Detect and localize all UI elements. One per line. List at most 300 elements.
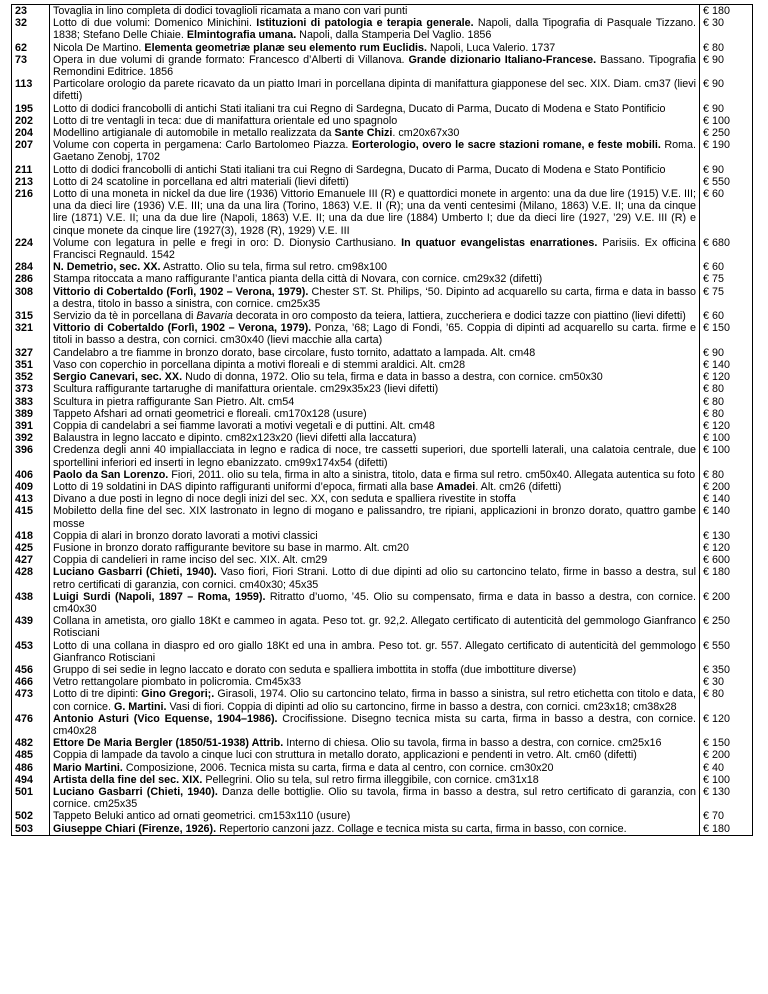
lot-row — [12, 823, 753, 836]
currency-symbol: € — [703, 786, 709, 798]
lot-number: 321 — [12, 322, 50, 346]
price-amount: 140 — [711, 493, 730, 506]
lot-price — [700, 164, 753, 176]
lot-description-bold: Giuseppe Chiari (Firenze, 1926). — [53, 822, 217, 835]
lot-number: 373 — [12, 383, 50, 395]
lot-description — [50, 444, 700, 468]
lot-row — [12, 762, 753, 774]
lot-description-text: Napoli, dalla Stamperia Del Vaglio. 1856 — [296, 29, 492, 42]
lot-description-text: Divano a due posti in legno di noce degli inizi del sec. XX, con seduta e spalliera rivestite in stoffa — [53, 493, 516, 506]
lot-description — [50, 286, 700, 310]
lot-description — [50, 664, 700, 676]
lot-description — [50, 713, 700, 737]
lot-description-text: Astratto. Olio su tela, firma sul retro. cm98x100 — [160, 261, 387, 274]
currency-symbol: € — [703, 273, 709, 286]
lot-number: 428 — [12, 566, 50, 590]
lot-number: 351 — [12, 359, 50, 371]
lot-row — [12, 591, 753, 615]
lot-number: 315 — [12, 310, 50, 322]
lot-price — [700, 322, 753, 346]
lot-description — [50, 505, 700, 529]
price-amount: 250 — [711, 127, 730, 140]
lot-price — [700, 273, 753, 285]
lot-description-text: Ritratto d’uomo, ’45. Olio su compensato, firma e data in basso a destra, con cornice. cm40x30 — [53, 590, 696, 615]
price-amount: 80 — [711, 395, 724, 408]
lot-description — [50, 42, 700, 54]
lot-price — [700, 420, 753, 432]
currency-symbol: € — [703, 371, 709, 384]
currency-symbol: € — [703, 493, 709, 506]
price-amount: 180 — [711, 566, 730, 579]
lot-description-text: Composizione, 2006. Tecnica mista su carta, firma e data al centro, con cornice. cm30x20 — [122, 761, 554, 774]
lot-price — [700, 383, 753, 395]
currency-symbol: € — [703, 590, 709, 603]
lot-description-text: Lotto di tre dipinti: — [53, 688, 142, 701]
lot-row — [12, 237, 753, 261]
lot-description-bold: Amadei — [436, 480, 476, 493]
lot-description-text: Girasoli, 1974. Olio su cartoncino telato, firma in basso a sinistra, sul retro etichetta con titolo e data, con cornice. — [53, 688, 697, 713]
currency-symbol: € — [703, 383, 709, 396]
lot-description-bold: Artista della fine del sec. XIX. — [53, 773, 203, 786]
lot-description-text: Credenza degli anni 40 impiallacciata in legno e radica di noce, tre cassetti superiori, due sportelli laterali, una calatoia centrale, due sportellini inferiori ed inserti in legno ebanizzato. cm99x174x54 (difetti) — [53, 444, 696, 469]
lot-description — [50, 5, 700, 18]
price-amount: 75 — [711, 273, 724, 286]
lot-price — [700, 54, 753, 78]
lot-price — [700, 664, 753, 676]
lot-row — [12, 737, 753, 749]
lot-description-text: Opera in due volumi di grande formato: Francesco d’Alberti di Villanova. — [53, 53, 409, 66]
lot-description — [50, 786, 700, 810]
price-amount: 600 — [711, 554, 730, 567]
lot-price — [700, 78, 753, 102]
lot-price — [700, 481, 753, 493]
lot-description-text: Interno di chiesa. Olio su tavola, firma in basso a destra, con cornice. cm25x16 — [283, 737, 662, 750]
lot-description-text: Servizio da tè in porcellana di — [53, 310, 197, 323]
lot-price — [700, 261, 753, 273]
lot-description — [50, 688, 700, 712]
lot-description-bold: Sergio Canevari, sec. XX. — [53, 371, 183, 384]
currency-symbol: € — [703, 41, 709, 54]
currency-symbol: € — [703, 188, 709, 201]
lot-description — [50, 774, 700, 786]
lot-price — [700, 188, 753, 237]
lot-number: 485 — [12, 749, 50, 761]
price-amount: 140 — [711, 505, 730, 518]
currency-symbol: € — [703, 419, 709, 432]
lot-row — [12, 566, 753, 590]
price-amount: 100 — [711, 114, 730, 127]
lots-table-body — [12, 5, 753, 836]
price-amount: 200 — [711, 590, 730, 603]
price-amount: 150 — [711, 322, 730, 335]
lot-row — [12, 310, 753, 322]
lot-description-text: Vaso con coperchio in porcellana dipinta a motivi floreali e di stemmi araldici. Alt. cm28 — [53, 358, 466, 371]
price-amount: 40 — [711, 761, 724, 774]
lot-number: 62 — [12, 42, 50, 54]
lot-description — [50, 640, 700, 664]
lot-description-text: Scultura raffigurante tartarughe di manifattura orientale. cm29x35x23 (lievi difetti) — [53, 383, 439, 396]
lot-description — [50, 139, 700, 163]
price-amount: 190 — [711, 139, 730, 152]
lot-description-text: Lotto di 19 soldatini in DAS dipinto raffiguranti uniformi d’epoca, firmati alla base — [53, 480, 437, 493]
lot-description — [50, 359, 700, 371]
lot-description-text: Vasi di fiori. Coppia di dipinti ad olio su cartoncino, firme in basso a destra, con cornici. cm23x18; cm38x28 — [166, 700, 677, 713]
lot-description-text: Repertorio canzoni jazz. Collage e tecnica mista su carta, firma in basso, con cornice. — [216, 822, 627, 835]
lot-price — [700, 493, 753, 505]
lot-number: 286 — [12, 273, 50, 285]
lot-description-text: . Alt. cm26 (difetti) — [475, 480, 562, 493]
lot-row — [12, 115, 753, 127]
price-amount: 30 — [711, 676, 724, 689]
price-amount: 180 — [711, 5, 730, 17]
lot-description — [50, 383, 700, 395]
currency-symbol: € — [703, 53, 709, 66]
lot-description-text: Roma. Gaetano Zenobj, 1702 — [53, 139, 697, 164]
lot-description-bold: N. Demetrio, sec. XX. — [53, 261, 161, 274]
lot-price — [700, 530, 753, 542]
lot-row — [12, 774, 753, 786]
lot-price — [700, 676, 753, 688]
lot-description-text: Tappeto Afshari ad ornati geometrici e floreali. cm170x128 (usure) — [53, 407, 367, 420]
lot-description — [50, 493, 700, 505]
lot-description — [50, 322, 700, 346]
price-amount: 130 — [711, 529, 730, 542]
lot-row — [12, 396, 753, 408]
lot-price — [700, 823, 753, 836]
lot-row — [12, 5, 753, 18]
lot-price — [700, 713, 753, 737]
lot-number: 456 — [12, 664, 50, 676]
price-amount: 200 — [711, 749, 730, 762]
lot-row — [12, 139, 753, 163]
lot-description-text: Candelabro a tre fiamme in bronzo dorato, base circolare, fusto tornito, adattato a lampada. Alt. cm48 — [53, 346, 536, 359]
currency-symbol: € — [703, 395, 709, 408]
lot-row — [12, 542, 753, 554]
lot-number: 352 — [12, 371, 50, 383]
lot-description — [50, 481, 700, 493]
lot-price — [700, 591, 753, 615]
lot-description-bold: Elementa geometriæ planæ seu elemento rum Euclidis. — [144, 41, 427, 54]
lot-number: 415 — [12, 505, 50, 529]
lot-description-text: Volume con coperta in pergamena: Carlo Bartolomeo Piazza. — [53, 139, 352, 152]
lot-description — [50, 17, 700, 41]
lot-price — [700, 444, 753, 468]
lot-description-text: Ponza, ’68; Lago di Fondi, ’65. Coppia di dipinti ad acquarello su carta. firme e titoli in basso a destra, con cornici. cm30x40 (lievi macchie alla carta) — [53, 322, 696, 347]
lot-price — [700, 237, 753, 261]
currency-symbol: € — [703, 505, 709, 518]
lot-price — [700, 396, 753, 408]
price-amount: 100 — [711, 432, 730, 445]
lot-description — [50, 347, 700, 359]
lot-row — [12, 713, 753, 737]
lot-row — [12, 810, 753, 822]
currency-symbol: € — [703, 358, 709, 371]
lot-description-bold: Vittorio di Cobertaldo (Forlì, 1902 – Verona, 1979). — [53, 322, 312, 335]
lot-description — [50, 823, 700, 836]
lot-price — [700, 359, 753, 371]
lot-description-text: Lotto di dodici francobolli di antichi Stati italiani tra cui Regno di Sardegna, Ducato di Parma, Ducato di Modena e Stato Pontificio — [53, 163, 666, 176]
lot-row — [12, 322, 753, 346]
currency-symbol: € — [703, 78, 709, 91]
currency-symbol: € — [703, 114, 709, 127]
lot-description-text: Lotto di una moneta in nickel da due lire (1936) Vittorio Emanuele III (R) e quattordici monete in argento: una da due lire (1915) V.E. III; una da dieci lire (1936) V.E. III; una da una lira (Torino, 1863) V.E. II (R); una da venti centesimi (Milano, 1863) V.E. II; una da cinque lire (1871) V.E. II; una da due lire (Napoli, 1863) V.E. II; una da due lire (1884) Umberto I; due da dieci lire (1927, ’29) V.E. III (R) e cinque monete da cinque lire (1927(3), 1928 (R), 1929) V.E. III — [53, 188, 696, 237]
price-amount: 90 — [711, 78, 724, 91]
price-amount: 90 — [711, 346, 724, 359]
lot-description-text: decorata in oro composto da teiera, lattiera, zuccheriera e dodici tazze con piattino (lievi difetti) — [232, 310, 686, 323]
lot-row — [12, 493, 753, 505]
lot-description — [50, 371, 700, 383]
price-amount: 550 — [711, 639, 730, 652]
lot-number: 486 — [12, 762, 50, 774]
lot-number: 473 — [12, 688, 50, 712]
lot-description-text: Danza delle bottiglie. Olio su tavola, firma in basso a destra, sul retro certificato di garanzia, con cornice. cm25x35 — [53, 786, 696, 811]
lot-row — [12, 749, 753, 761]
currency-symbol: € — [703, 480, 709, 493]
lot-description-bold: Istituzioni di patologia e terapia generale. — [256, 17, 474, 30]
currency-symbol: € — [703, 615, 709, 628]
lot-price — [700, 566, 753, 590]
lot-description — [50, 737, 700, 749]
lot-row — [12, 640, 753, 664]
lot-description — [50, 749, 700, 761]
lot-price — [700, 786, 753, 810]
lot-number: 409 — [12, 481, 50, 493]
lot-description — [50, 554, 700, 566]
price-amount: 180 — [711, 822, 730, 835]
lot-number: 494 — [12, 774, 50, 786]
lot-number: 476 — [12, 713, 50, 737]
lot-description-text: Bassano. Tipografia Remondini Editrice. 1856 — [53, 53, 696, 79]
lot-row — [12, 444, 753, 468]
currency-symbol: € — [703, 761, 709, 774]
lot-price — [700, 17, 753, 41]
lot-price — [700, 5, 753, 18]
lot-row — [12, 481, 753, 493]
lot-number: 501 — [12, 786, 50, 810]
lot-number: 482 — [12, 737, 50, 749]
lot-description-text: Stampa ritoccata a mano raffigurante l’antica pianta della città di Novara, con cornice. cm29x32 (difetti) — [53, 273, 543, 286]
lot-description-text: Collana in ametista, oro giallo 18Kt e cammeo in agata. Peso tot. gr. 92,2. Allegato certificato di autenticità del gemmologo Gianfranco Rotisciani — [53, 615, 696, 640]
lot-row — [12, 273, 753, 285]
price-amount: 75 — [711, 285, 724, 298]
price-amount: 100 — [711, 444, 730, 457]
lot-description — [50, 762, 700, 774]
lot-description-bold: Vittorio di Cobertaldo (Forlì, 1902 – Verona, 1979). — [53, 285, 309, 298]
lot-description — [50, 542, 700, 554]
lot-row — [12, 786, 753, 810]
lot-description-text: Modellino artigianale di automobile in metallo realizzata da — [53, 127, 335, 140]
lot-description — [50, 273, 700, 285]
lot-description-bold: Elmintografia umana. — [186, 29, 297, 42]
lot-description — [50, 566, 700, 590]
price-amount: 120 — [711, 371, 730, 384]
currency-symbol: € — [703, 688, 709, 701]
lot-number: 327 — [12, 347, 50, 359]
lot-price — [700, 176, 753, 188]
currency-symbol: € — [703, 749, 709, 762]
lot-description-text: Parisiis. Ex officina Francisci Regnauld. 1542 — [53, 236, 696, 262]
lot-price — [700, 432, 753, 444]
currency-symbol: € — [703, 554, 709, 567]
lot-number: 438 — [12, 591, 50, 615]
lot-description-text: Tappeto Beluki antico ad ornati geometrici. cm153x110 (usure) — [53, 810, 351, 823]
lot-price — [700, 286, 753, 310]
lot-description-text: Napoli, Luca Valerio. 1737 — [427, 41, 556, 54]
lot-description-text: Coppia di candelieri in rame inciso del sec. XIX. Alt. cm29 — [53, 554, 328, 567]
lot-number: 391 — [12, 420, 50, 432]
lot-description — [50, 188, 700, 237]
lot-description-text: Volume con legatura in pelle e fregi in oro: D. Dionysio Carthusiano. — [53, 236, 402, 249]
lot-description-text: Lotto di tre ventagli in teca: due di manifattura orientale ed uno spagnolo — [53, 114, 398, 127]
lot-description-text: Nudo di donna, 1972. Olio su tela, firma e data in basso a destra, con cornice. cm50x30 — [182, 371, 603, 384]
lot-description-text: Tovaglia in lino completa di dodici tovaglioli ricamata a mano con vari punti — [53, 5, 408, 17]
lot-description-text: Balaustra in legno laccato e dipinto. cm82x123x20 (lievi difetti alla laccatura) — [53, 432, 417, 445]
lot-description-text: Lotto di due volumi: Domenico Minichini. — [53, 17, 257, 30]
price-amount: 80 — [711, 383, 724, 396]
lot-price — [700, 371, 753, 383]
lot-description-text: Fusione in bronzo dorato raffigurante bevitore su base in marmo. Alt. cm20 — [53, 541, 409, 554]
currency-symbol: € — [703, 432, 709, 445]
price-amount: 120 — [711, 712, 730, 725]
price-amount: 680 — [711, 236, 730, 249]
price-amount: 120 — [711, 419, 730, 432]
currency-symbol: € — [703, 127, 709, 140]
lot-description-italic: Bavaria — [196, 310, 233, 323]
lot-description — [50, 115, 700, 127]
lot-description — [50, 469, 700, 481]
lot-price — [700, 42, 753, 54]
currency-symbol: € — [703, 17, 709, 30]
lot-number: 213 — [12, 176, 50, 188]
lot-description — [50, 164, 700, 176]
currency-symbol: € — [703, 822, 709, 835]
lot-row — [12, 664, 753, 676]
lot-price — [700, 505, 753, 529]
lot-row — [12, 420, 753, 432]
lot-description-text: Pellegrini. Olio su tela, sul retro firma illeggibile, con cornice. cm31x18 — [202, 773, 539, 786]
lot-description — [50, 615, 700, 639]
currency-symbol: € — [703, 261, 709, 274]
lot-price — [700, 542, 753, 554]
lot-row — [12, 286, 753, 310]
price-amount: 60 — [711, 261, 724, 274]
lot-row — [12, 469, 753, 481]
lot-description — [50, 78, 700, 102]
lot-price — [700, 139, 753, 163]
currency-symbol: € — [703, 529, 709, 542]
lot-description — [50, 432, 700, 444]
lot-description-text: Crocifissione. Disegno tecnica mista su carta, firma in basso a destra, con cornice. cm40x28 — [53, 712, 696, 737]
lot-number: 413 — [12, 493, 50, 505]
lot-price — [700, 615, 753, 639]
lot-row — [12, 164, 753, 176]
lot-description-text: . cm20x67x30 — [392, 127, 460, 140]
lot-price — [700, 310, 753, 322]
lot-description-bold: Antonio Asturi (Vico Equense, 1904–1986). — [53, 712, 278, 725]
lot-description-text: Particolare orologio da parete ricavato da un piatto Imari in porcellana dipinta di manifattura giapponese del sec. XIX. Diam. cm37 (lievi difetti) — [53, 78, 696, 103]
lot-description-text: Vaso fiori, Fiori Strani. Lotto di due dipinti ad olio su cartoncino telato, firme in basso a destra, sul retro certificati di garanzia, con cornici. cm40x30; 45x35 — [53, 566, 696, 591]
price-amount: 60 — [711, 188, 724, 201]
lot-description-text: Fiori, 2011. olio su tela, firma in alto a sinistra, titolo, data e firma sul retro. cm50x40. Allegata autentica su foto — [168, 468, 696, 481]
lot-row — [12, 261, 753, 273]
currency-symbol: € — [703, 139, 709, 152]
lot-description — [50, 176, 700, 188]
lot-row — [12, 615, 753, 639]
lot-number: 195 — [12, 103, 50, 115]
price-amount: 350 — [711, 663, 730, 676]
lot-price — [700, 469, 753, 481]
currency-symbol: € — [703, 639, 709, 652]
lot-description-text: Scultura in pietra raffigurante San Pietro. Alt. cm54 — [53, 395, 295, 408]
price-amount: 550 — [711, 175, 730, 188]
lot-row — [12, 408, 753, 420]
lot-number: 23 — [12, 5, 50, 18]
lot-description — [50, 237, 700, 261]
lot-number: 427 — [12, 554, 50, 566]
currency-symbol: € — [703, 663, 709, 676]
price-amount: 80 — [711, 407, 724, 420]
lot-description — [50, 420, 700, 432]
price-amount: 70 — [711, 810, 724, 823]
lot-number: 211 — [12, 164, 50, 176]
lot-number: 502 — [12, 810, 50, 822]
lot-row — [12, 127, 753, 139]
price-amount: 250 — [711, 615, 730, 628]
currency-symbol: € — [703, 5, 709, 17]
currency-symbol: € — [703, 346, 709, 359]
lots-table — [11, 4, 753, 836]
currency-symbol: € — [703, 566, 709, 579]
lot-number: 453 — [12, 640, 50, 664]
currency-symbol: € — [703, 810, 709, 823]
lot-description-text: Coppia di alari in bronzo dorato lavorati a motivi classici — [53, 529, 318, 542]
price-amount: 120 — [711, 541, 730, 554]
lot-price — [700, 762, 753, 774]
price-amount: 80 — [711, 468, 724, 481]
currency-symbol: € — [703, 163, 709, 176]
lot-description-bold: Luigi Surdi (Napoli, 1897 – Roma, 1959). — [53, 590, 266, 603]
lot-row — [12, 359, 753, 371]
lot-row — [12, 17, 753, 41]
lot-row — [12, 505, 753, 529]
lot-description-bold: Ettore De Maria Bergler (1850/51-1938) Attrib. — [53, 737, 284, 750]
lot-row — [12, 103, 753, 115]
lot-row — [12, 54, 753, 78]
lot-price — [700, 774, 753, 786]
lot-description — [50, 591, 700, 615]
lot-number: 204 — [12, 127, 50, 139]
lot-row — [12, 432, 753, 444]
lot-description-bold: In quatuor evangelistas enarrationes. — [401, 236, 598, 249]
lot-description-bold: Eorterologio, overo le sacre stazioni romane, e feste mobili. — [351, 139, 661, 152]
price-amount: 30 — [711, 17, 724, 30]
lot-price — [700, 688, 753, 712]
price-amount: 90 — [711, 163, 724, 176]
currency-symbol: € — [703, 541, 709, 554]
lot-row — [12, 78, 753, 102]
lot-price — [700, 408, 753, 420]
currency-symbol: € — [703, 737, 709, 750]
lot-price — [700, 640, 753, 664]
lot-number: 418 — [12, 530, 50, 542]
lot-number: 392 — [12, 432, 50, 444]
lot-number: 73 — [12, 54, 50, 78]
lot-row — [12, 676, 753, 688]
lot-description-bold: Paolo da San Lorenzo. — [53, 468, 169, 481]
lot-description — [50, 103, 700, 115]
lot-price — [700, 737, 753, 749]
currency-symbol: € — [703, 175, 709, 188]
